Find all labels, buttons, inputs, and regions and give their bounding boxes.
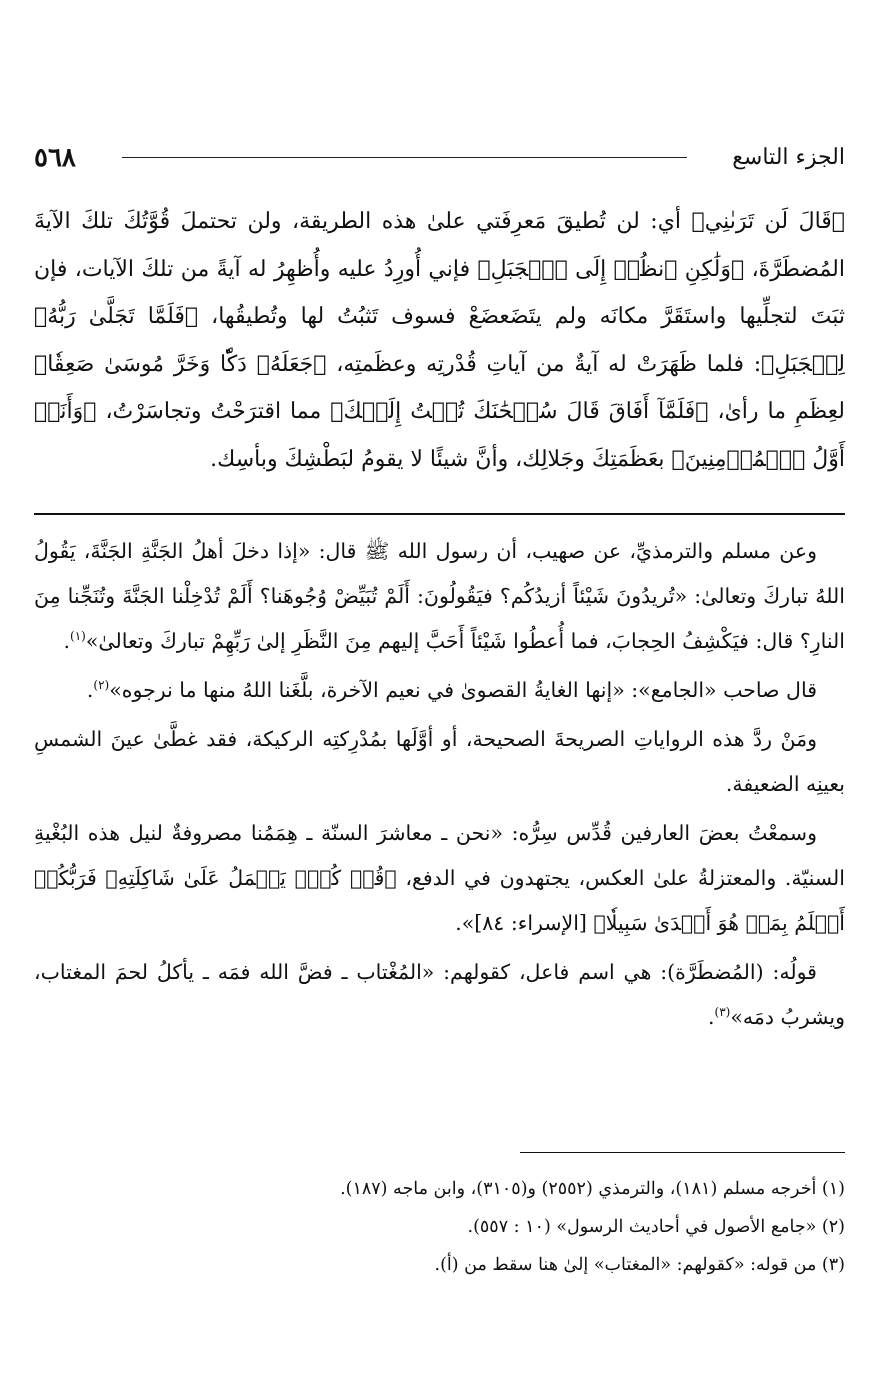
- paragraph-end: .: [86, 678, 94, 702]
- footnote: (١) أخرجه مسلم (١٨١)، والترمذي (٢٥٥٢) و(٣١٠٥)، وابن ماجه (١٨٧).: [340, 1179, 845, 1199]
- section-divider: [34, 513, 845, 515]
- footnote-ref: (٢): [93, 678, 110, 693]
- paragraph-end: .: [707, 1005, 715, 1029]
- commentary-paragraph: [34, 950, 845, 1040]
- commentary-paragraph: [34, 668, 845, 713]
- paragraph-text: وعن مسلم والترمذيِّ، عن صهيب، أن رسول الله ﷺ قال: «إذا دخلَ أهلُ الجَنَّةِ الجَنَّةَ، يَقُولُ اللهُ تباركَ وتعالىٰ: «تُريدُونَ شَيْئاً أزيدُكُم؟ فيَقُولُونَ: أَلَمْ تُبَيِّضْ وُجُوهَنا؟ أَلَمْ تُدْخِلْنا الجَنَّةَ وتُنَجِّنا مِنَ النارِ؟ قال: فيَكْشِفُ الحِجابَ، فما أُعطُوا شَيْئاً أَحَبَّ إليهم مِنَ النَّظَرِ إلىٰ رَبِّهِمْ تباركَ وتعالىٰ»: [34, 539, 845, 653]
- footnote: (٣) من قوله: «كقولهم: «المغتاب» إلىٰ هنا سقط من (أ).: [434, 1255, 845, 1275]
- paragraph-text: وسمعْتُ بعضَ العارفين قُدِّس سِرُّه: «نحن ـ معاشرَ السنّة ـ هِمَمُنا مصروفةٌ لنيل هذه البُغْيةِ السنيّة. والمعتزلةُ علىٰ العكس، يجتهدون في الدفع، ﴿قُلۡ كُلّٞ يَعۡمَلُ عَلَىٰ شَاكِلَتِهِۦ فَرَبُّكُمۡ أَعۡلَمُ بِمَنۡ هُوَ أَهۡدَىٰ سَبِيلٗا﴾ [الإسراء: ٨٤]».: [34, 821, 845, 935]
- footnote-divider: [520, 1152, 845, 1153]
- paragraph-text: قولُه: (المُضطَرَّة): هي اسم فاعل، كقولهم: «المُغْتاب ـ فضَّ الله فمَه ـ يأكلُ لحمَ المغتاب، ويشربُ دمَه»: [34, 960, 845, 1029]
- footnote-ref: (١): [70, 629, 86, 644]
- running-title: الجزء التاسع: [732, 145, 845, 170]
- commentary-paragraph: [34, 717, 845, 807]
- header-rule: [122, 157, 687, 158]
- commentary: [34, 529, 845, 1044]
- page-header: [34, 138, 845, 178]
- main-paragraph: ﴿قَالَ لَن تَرَىٰنِي﴾ أي: لن تُطيقَ مَعرِفَتي علىٰ هذه الطريقة، ولن تحتملَ قُوَّتُكَ تلكَ الآيةَ المُضطَرَّةَ، ﴿وَلَٰكِنِ ٱنظُرۡ إِلَى ٱلۡجَبَلِ﴾ فإني أُورِدُ عليه وأُظهِرُ له آيةً من تلكَ الآيات، فإن ثبَتَ لتجلِّيها واستَقَرَّ مكانَه ولم يتَضَعضَعْ فسوف تَثبُتُ لها وتُطيقُها، ﴿فَلَمَّا تَجَلَّىٰ رَبُّهُۥ لِلۡجَبَلِ﴾: فلما ظَهَرَتْ له آيةٌ من آياتِ قُدْرتِه وعظَمتِه، ﴿جَعَلَهُۥ دَكّٗا وَخَرَّ مُوسَىٰ صَعِقٗا﴾ لعِظَمِ ما رأىٰ، ﴿فَلَمَّآ أَفَاقَ قَالَ سُبۡحَٰنَكَ تُبۡتُ إِلَيۡكَ﴾ مما اقترَحْتُ وتجاسَرْتُ، ﴿وَأَنَا۠ أَوَّلُ ٱلۡمُؤۡمِنِينَ﴾ بعَظَمَتِكَ وجَلالِك، وأنَّ شيئًا لا يقومُ لبَطْشِكَ وبأسِك.: [34, 209, 845, 472]
- commentary-paragraph: [34, 811, 845, 946]
- paragraph-text: قال صاحب «الجامع»: «إنها الغايةُ القصوىٰ في نعيم الآخرة، بلَّغَنا اللهُ منها ما نرجوه»: [109, 678, 817, 702]
- main-text: [34, 198, 845, 483]
- page-number: ٥٦٨: [34, 143, 76, 173]
- footnote: (٢) «جامع الأصول في أحاديث الرسول» (١٠ : ٥٥٧).: [467, 1217, 845, 1237]
- footnote-ref: (٣): [714, 1005, 731, 1020]
- footnotes: [34, 1170, 845, 1284]
- commentary-paragraph: [34, 529, 845, 664]
- paragraph-end: .: [63, 629, 70, 653]
- paragraph-text: ومَنْ ردَّ هذه الرواياتِ الصريحةَ الصحيحة، أو أوَّلَها بمُدْرِكتِه الركيكة، فقد غطَّىٰ عينَ الشمسِ بعينِه الضعيفة.: [34, 727, 845, 796]
